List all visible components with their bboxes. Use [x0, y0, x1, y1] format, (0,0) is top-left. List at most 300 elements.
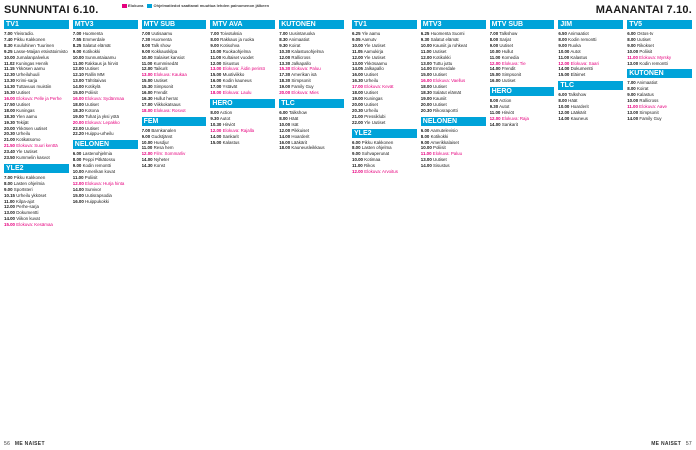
program-time: 12.00	[4, 204, 15, 210]
program-time: 7.00	[72, 31, 82, 36]
program-time: 11.00	[489, 54, 501, 60]
program-title: Sankarit	[222, 133, 239, 139]
program-time: 8.25	[72, 42, 82, 48]
channel-heading: TV1	[4, 20, 69, 29]
program-time: 7.00	[210, 31, 219, 36]
program-title: Rikos	[363, 163, 375, 169]
program-time: 7.00	[4, 174, 13, 180]
program-time: 9.00	[489, 42, 499, 48]
program-title: Kuningas Henrik	[15, 60, 49, 66]
program-time: 14.30	[4, 84, 15, 90]
program-time: 13.30	[4, 78, 15, 84]
program-title: Family Guy	[291, 84, 314, 90]
program-title: Pikku Kakkonen	[13, 174, 46, 180]
program-time: 16.00	[72, 95, 84, 101]
program-title: Uutisaamu	[151, 31, 173, 36]
program-time: 8.00	[279, 115, 288, 121]
program-title: Urheilu	[364, 78, 379, 84]
program-time: 9.00	[352, 151, 361, 157]
program-time: 14.00	[72, 186, 84, 192]
program-title: Elokuva: Saari	[570, 60, 599, 66]
program-title: Ykkösen aamu	[15, 66, 45, 72]
program-time: 15.00	[210, 72, 222, 78]
program-time: 20.00	[279, 90, 291, 96]
program-time: 7.00	[141, 31, 151, 36]
program-title: Tekijät	[16, 119, 29, 125]
program-time: 8.00	[489, 98, 499, 104]
program-title: Lasten ohjelma	[361, 145, 392, 151]
program-listing	[210, 90, 275, 96]
program-title: Kuningas	[364, 95, 383, 101]
program-time: 8.00	[210, 109, 219, 115]
program-time: 19.00	[72, 113, 84, 119]
program-title: Rakkaus ja hirviö	[84, 60, 119, 66]
channel-heading: HERO	[210, 99, 275, 108]
program-time: 18.00	[279, 145, 291, 151]
program-title: Toivotuksia	[220, 31, 242, 36]
program-title: Uutiset	[433, 101, 447, 107]
program-listing	[4, 222, 69, 228]
program-time: 18.00	[210, 90, 222, 96]
program-title: Lasse-Maijan etsivätoimisto	[13, 48, 68, 54]
program-time: 19.00	[352, 95, 363, 101]
program-title: Elokuva: Äidin perintö	[222, 66, 266, 72]
program-time: 19.00	[279, 84, 291, 90]
program-time: 19.30	[4, 119, 15, 125]
program-time: 15.00	[420, 72, 432, 78]
program-time: 12.00	[72, 66, 84, 72]
program-title: Action	[219, 109, 233, 115]
program-title: Nyheter	[153, 157, 170, 163]
program-title: Kummelin kasvot	[16, 155, 50, 161]
channel-heading: MTV SUB	[142, 20, 207, 29]
program-title: Urheilu ykköset	[16, 192, 47, 198]
program-title: Salatut elämät	[433, 90, 462, 96]
schedule-column	[352, 20, 417, 436]
program-title: Aamutelevisio	[430, 127, 458, 133]
program-time: 13.00	[72, 78, 84, 84]
program-listing	[627, 116, 692, 122]
program-time: 15.00	[72, 192, 84, 198]
program-time: 12.00	[489, 60, 501, 66]
program-title: Simpsonit	[639, 109, 659, 115]
program-title: Lääkärit	[291, 139, 308, 145]
program-title: Salatut elämät	[82, 42, 111, 48]
program-title: Elokuva: Paluu	[432, 151, 463, 157]
program-time: 16.00	[352, 72, 363, 78]
program-time: 17.50	[4, 101, 15, 107]
program-title: Konst	[153, 163, 166, 169]
channel-heading: YLE2	[352, 129, 417, 138]
program-time: 8.00	[141, 42, 151, 48]
program-title: Animaatiot	[288, 36, 310, 42]
program-title: Pressiklubi	[364, 113, 386, 119]
program-title: Kotikokki	[82, 48, 101, 54]
program-title: Talk show	[151, 42, 171, 48]
program-title: Kotikokki	[433, 54, 451, 60]
program-time: 10.00	[4, 54, 15, 60]
program-title: Rakkaus ja ruoka	[220, 36, 255, 42]
program-time: 13.00	[352, 60, 363, 66]
program-title: Barnkanalen	[151, 127, 177, 133]
program-title: Sohvaperunat	[361, 151, 390, 157]
program-title: Taikurit	[153, 66, 168, 72]
program-title: Ystävät	[222, 84, 238, 90]
program-title: Uutiset	[153, 78, 168, 84]
program-time: 10.00	[558, 104, 570, 110]
program-title: Huippukokki	[85, 198, 109, 204]
program-title: Koirat	[636, 86, 649, 92]
program-time: 7.00	[627, 80, 636, 86]
program-time: 13.00	[141, 72, 153, 78]
program-title: Uutiset	[85, 125, 99, 131]
program-time: 17.00	[141, 101, 153, 107]
program-title: Sunnuntaiaamu	[85, 54, 116, 60]
program-time: 8.30	[279, 36, 288, 42]
channel-columns	[352, 20, 692, 436]
program-time: 6.00	[420, 127, 430, 133]
program-time: 10.00	[141, 54, 153, 60]
program-time: 13.00	[420, 157, 432, 163]
program-listing	[73, 199, 138, 205]
program-time: 6.00	[627, 31, 636, 36]
program-title: Kalastus	[570, 54, 588, 60]
program-time: 16.00	[72, 198, 84, 204]
program-time: 14.00	[558, 66, 570, 72]
program-title: Urheilu	[16, 131, 31, 137]
program-time: 9.30	[279, 42, 288, 48]
program-title: Kauneusleikkaus	[291, 145, 325, 151]
program-title: Uutiset	[364, 72, 378, 78]
channel-heading: TV1	[352, 20, 417, 29]
program-listing	[490, 122, 555, 128]
program-title: Jalkapallo	[364, 66, 384, 72]
program-time: 15.00	[4, 222, 15, 228]
legend	[122, 3, 272, 8]
program-title: Tuhat ja yksi yötä	[84, 113, 119, 119]
program-title: Kilpa-ajot	[15, 198, 35, 204]
program-time: 20.00	[352, 101, 363, 107]
program-listing	[142, 108, 207, 114]
program-title: Ostos-tv	[636, 31, 654, 36]
day-title: MAANANTAI 7.10.	[595, 4, 692, 16]
channel-heading: MTV AVA	[210, 20, 275, 29]
program-title: Poliisit	[639, 48, 653, 54]
program-title: Ruokaohjelma	[222, 48, 251, 54]
program-time: 16.00	[279, 139, 291, 145]
program-time: 7.30	[141, 36, 151, 42]
channel-heading: TLC	[279, 99, 344, 108]
program-listing	[73, 131, 138, 137]
program-time: 7.00	[141, 127, 151, 133]
program-time: 13.00	[210, 66, 222, 72]
program-title: Jumalanpalvelus	[16, 54, 49, 60]
program-title: Elokuva: Paluu	[291, 66, 321, 72]
program-title: Autot	[219, 115, 231, 121]
program-time: 15.30	[279, 66, 291, 72]
program-title: Yleisradio.	[13, 31, 35, 36]
program-time: 23.50	[4, 155, 15, 161]
program-title: Pikkuiset	[291, 127, 309, 133]
program-title: Poliisit	[85, 90, 98, 96]
program-time: 15.00	[72, 90, 84, 96]
program-title: Sankarit	[501, 121, 518, 127]
program-time: 22.00	[352, 119, 363, 125]
program-title: Elokuva: Suuri kenttä	[16, 143, 58, 149]
program-time: 10.00	[627, 98, 639, 104]
program-time: 10.00	[489, 48, 501, 54]
program-time: 7.55	[72, 36, 82, 42]
channel-heading: KUTONEN	[279, 20, 344, 29]
program-title: Emmerdale	[433, 66, 456, 72]
program-title: Poliisit	[84, 174, 98, 180]
program-time: 10.00	[72, 54, 84, 60]
program-time: 8.30	[4, 42, 13, 48]
program-listing	[352, 120, 417, 126]
program-time: 21.00	[4, 137, 15, 143]
program-title: Huippu-urheilu	[85, 131, 114, 137]
program-time: 9.00	[72, 163, 82, 169]
program-time: 11.15	[4, 66, 15, 72]
program-time: 23.40	[4, 149, 15, 155]
program-time: 11.05	[352, 48, 363, 54]
program-time: 11.00	[420, 151, 432, 157]
program-title: Talkshow	[568, 92, 587, 98]
program-time: 6.50	[558, 31, 567, 36]
program-time: 6.00	[558, 92, 567, 98]
program-time: 13.30	[279, 60, 291, 66]
channel-heading: TLC	[558, 81, 623, 90]
program-title: Lasten ohjelmia	[13, 180, 45, 186]
program-title: Gudstjänst	[151, 133, 173, 139]
program-title: Husdjur	[153, 139, 169, 145]
program-title: Dokumentti	[570, 66, 593, 72]
program-title: Kouluhinen Tuurinen	[13, 42, 55, 48]
program-title: Elokuva: Lepakko	[85, 119, 120, 125]
program-title: Frendit	[153, 90, 168, 96]
program-time: 14.30	[141, 163, 153, 169]
program-time: 13.00	[627, 109, 639, 115]
program-title: Aamutv	[361, 36, 377, 42]
program-title: Peppi Pitkätossu	[82, 157, 116, 163]
program-title: Ylen aamu	[16, 113, 38, 119]
program-title: Tähtitaivas	[84, 78, 107, 84]
program-title: Komedia	[501, 54, 519, 60]
program-title: Elokuva: Mies	[291, 90, 319, 96]
program-title: Amerikan kovat	[84, 169, 116, 175]
program-time: 18.00	[72, 101, 84, 107]
program-title: Kultaiset vuodet	[222, 54, 254, 60]
program-time: 12.00	[489, 115, 501, 121]
program-time: 20.00	[420, 101, 432, 107]
program-title: Ruoka	[568, 42, 581, 48]
program-title: Rikosraportti	[433, 107, 458, 113]
program-title: Pikku Kakkonen	[361, 139, 394, 145]
program-time: 10.00	[627, 48, 639, 54]
program-listing	[558, 116, 623, 122]
legend-item-film: Elokuva	[122, 3, 143, 8]
program-time: 22.00	[72, 125, 84, 131]
program-title: Uutisrapsodia	[85, 192, 112, 198]
program-time: 8.00	[627, 36, 636, 42]
program-listing	[279, 90, 344, 96]
program-title: Aamukirja	[363, 48, 384, 54]
program-time: 14.00	[72, 84, 84, 90]
program-time: 10.00	[352, 157, 363, 163]
program-time: 8.00	[210, 36, 219, 42]
program-time: 11.00	[558, 54, 570, 60]
program-title: Perhe-sarja	[16, 204, 39, 210]
program-time: 11.00	[72, 174, 84, 180]
program-title: Rallin MM	[85, 72, 105, 78]
program-title: Kokkauskilpa	[151, 48, 178, 54]
program-title: Yle aamu	[361, 31, 381, 36]
program-time: 18.30	[279, 78, 291, 84]
schedule-column	[558, 20, 623, 436]
program-time: 16.30	[141, 95, 153, 101]
program-listing	[490, 78, 555, 84]
program-title: Family Guy	[639, 115, 662, 121]
channel-heading: NELONEN	[73, 140, 138, 149]
program-title: Pikku Kakkonen	[13, 36, 46, 42]
note-swatch-icon	[147, 4, 152, 8]
program-title: Elokuva: Sydänmaa	[85, 95, 125, 101]
program-title: Kauneus	[570, 115, 588, 121]
program-title: Kalastusohjelma	[291, 48, 324, 54]
program-listing	[352, 169, 417, 175]
channel-heading: FEM	[142, 117, 207, 126]
program-time: 9.00	[627, 42, 636, 48]
program-title: Lääkärit	[570, 109, 587, 115]
program-title: Uutiset	[636, 36, 651, 42]
schedule-column	[4, 20, 69, 436]
program-time: 18.00	[352, 90, 363, 96]
program-title: Elokuva: Kesämaa	[16, 222, 53, 228]
program-time: 11.00	[141, 60, 153, 66]
program-title: Yle Uutiset	[364, 42, 386, 48]
program-time: 14.00	[627, 115, 639, 121]
program-title: Uutiset	[16, 90, 30, 96]
program-title: Eläimet	[570, 72, 586, 78]
program-time: 11.00	[489, 109, 501, 115]
program-time: 20.00	[72, 119, 84, 125]
program-time: 13.00	[627, 60, 639, 66]
program-title: Kotimaa	[364, 157, 381, 163]
program-title: Survivor	[85, 186, 102, 192]
program-time: 10.00	[352, 42, 363, 48]
program-title: Kummisedät	[153, 60, 178, 66]
program-title: Poliisit	[433, 145, 446, 151]
program-title: Elokuva: Kevät	[364, 84, 394, 90]
program-title: Viikon kuvat	[16, 216, 40, 222]
program-time: 18.30	[420, 90, 432, 96]
program-title: Uutiset	[499, 42, 514, 48]
program-title: Krimi-sarja	[16, 78, 38, 84]
program-time: 10.00	[420, 145, 432, 151]
program-time: 10.00	[279, 121, 291, 127]
program-time: 20.30	[4, 131, 15, 137]
program-title: Urheilu	[364, 107, 379, 113]
program-time: 17.00	[352, 84, 363, 90]
program-time: 9.00	[72, 48, 82, 54]
program-time: 19.00	[420, 95, 432, 101]
program-title: Elokuva: Kaukaa	[153, 72, 187, 78]
program-time: 8.00	[627, 86, 636, 92]
program-title: Uutiset	[433, 157, 447, 163]
program-time: 16.00	[420, 78, 432, 84]
program-time: 9.30	[210, 115, 219, 121]
program-time: 11.00	[352, 163, 363, 169]
program-title: Yle Uutiset	[16, 149, 38, 155]
schedule-column	[421, 20, 486, 436]
program-title: Elokuva: Aave	[639, 104, 667, 110]
program-title: Elokuva: Rajalla	[222, 127, 255, 133]
program-time: 10.00	[210, 48, 222, 54]
program-listing	[279, 145, 344, 151]
program-title: Kalastus	[636, 92, 654, 98]
program-title: Häät	[568, 98, 578, 104]
program-title: Salatut elämät	[430, 36, 459, 42]
program-time: 9.00	[420, 139, 430, 145]
page-number: 57	[685, 441, 692, 447]
program-time: 16.00	[141, 90, 153, 96]
program-time: 12.00	[558, 109, 570, 115]
program-time: 18.30	[4, 113, 15, 119]
program-time: 14.00	[4, 216, 15, 222]
schedule-column	[627, 20, 692, 436]
program-time: 11.00	[4, 198, 15, 204]
program-time: 12.00	[210, 127, 222, 133]
program-title: Hirviöt	[222, 121, 236, 127]
program-time: 8.00	[420, 133, 430, 139]
program-title: Talkshow	[288, 109, 307, 115]
program-time: 6.25	[352, 31, 361, 36]
program-title: Rikokset	[636, 42, 654, 48]
program-time: 12.00	[141, 66, 153, 72]
program-title: Elokuva: Myrsky	[639, 54, 672, 60]
program-time: 8.00	[72, 157, 82, 163]
program-title: Simpsonit	[291, 78, 311, 84]
program-title: Uutiset	[85, 66, 99, 72]
channel-heading: JIM	[558, 20, 623, 29]
program-time: 14.00	[279, 133, 291, 139]
program-title: Elokuva: Arvoitus	[364, 169, 398, 175]
program-time: 15.00	[210, 139, 222, 145]
channel-heading: KUTONEN	[627, 69, 692, 78]
program-time: 12.00	[558, 60, 570, 66]
program-title: Kauniit ja rohkeat	[433, 42, 467, 48]
program-time: 16.00	[489, 78, 501, 84]
program-time: 18.30	[72, 107, 84, 113]
channel-heading: MTV3	[73, 20, 138, 29]
program-time: 15.30	[141, 84, 153, 90]
program-time: 10.30	[279, 48, 291, 54]
program-listing	[421, 108, 486, 114]
channel-heading: MTV SUB	[490, 20, 555, 29]
program-time: 22.20	[72, 131, 84, 137]
program-title: Isät	[291, 121, 299, 127]
program-time: 20.30	[352, 107, 363, 113]
program-time: 14.05	[352, 66, 363, 72]
program-title: Hoarderit	[291, 133, 310, 139]
program-title: Viikkokatsaus	[153, 101, 181, 107]
program-title: Uutiset	[364, 90, 378, 96]
page-footer	[4, 441, 48, 447]
program-time: 15.00	[489, 72, 501, 78]
program-title: Simpsonit	[153, 84, 174, 90]
program-time: 9.00	[141, 133, 151, 139]
program-time: 14.00	[489, 66, 501, 72]
